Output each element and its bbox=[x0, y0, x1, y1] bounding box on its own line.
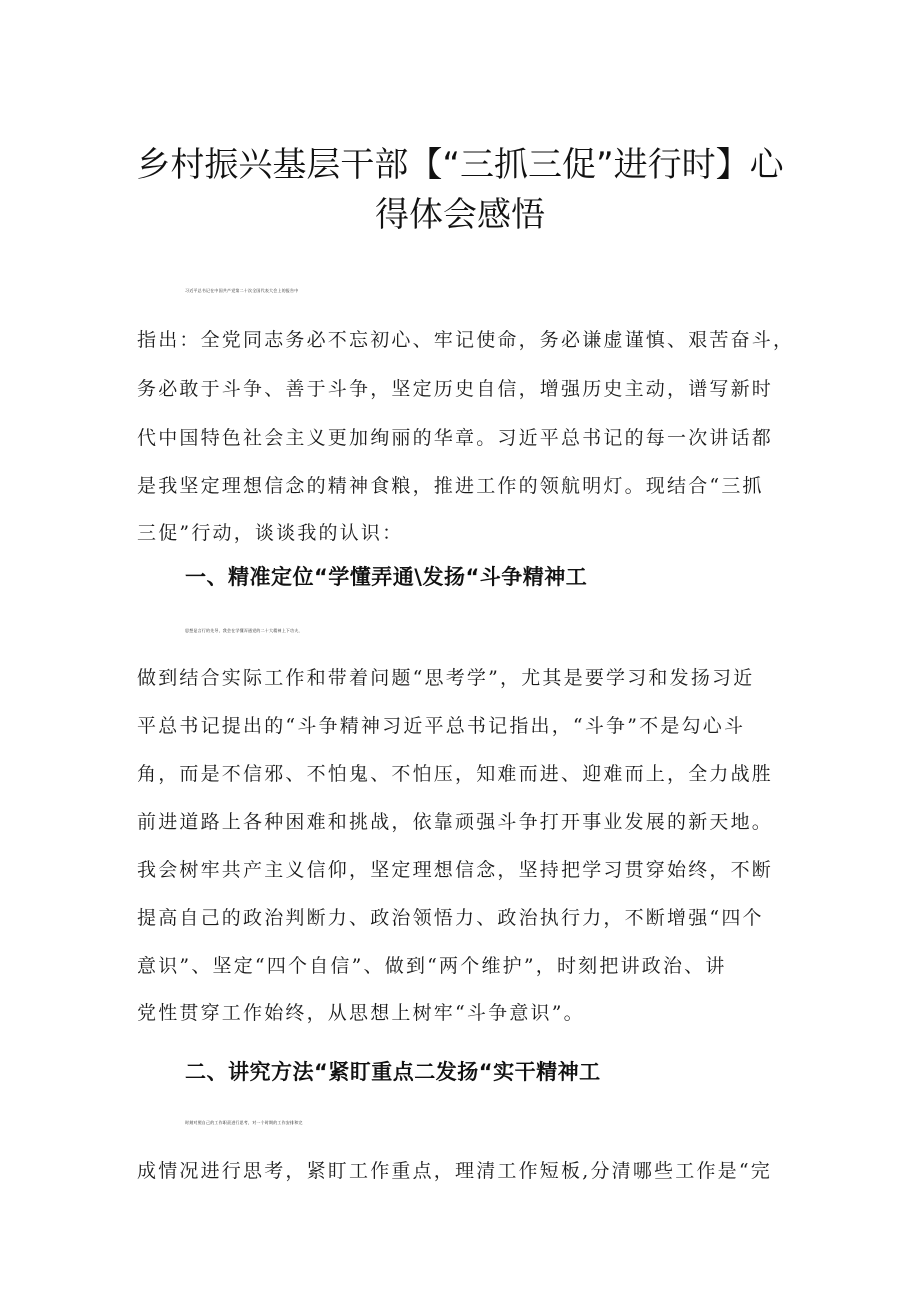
paragraph-2-line-9: 党性贯穿工作始终，从思想上树牢“斗争意识”。 bbox=[137, 1002, 585, 1024]
paragraph-2-line-1: 思想是言行的先导，我会在学懂弄通党的二十大精神上下功夫， bbox=[185, 628, 303, 633]
paragraph-3-line-2: 成情况进行思考，紧盯工作重点，理清工作短板,分清哪些工作是“完 bbox=[137, 1160, 772, 1182]
paragraph-1-line-5: 是我坚定理想信念的精神食粮，推进工作的领航明灯。现结合“三抓 bbox=[137, 475, 764, 497]
section-heading-1: 一、精准定位“学懂弄通\发扬“斗争精神工 bbox=[185, 565, 588, 589]
paragraph-2-line-2: 做到结合实际工作和带着问题“思考学”，尤其是要学习和发扬习近 bbox=[137, 667, 755, 689]
paragraph-1-line-2: 指出：全党同志务必不忘初心、牢记使命，务必谦虚谨慎、艰苦奋斗， bbox=[137, 329, 795, 351]
paragraph-1-line-3: 务必敢于斗争、善于斗争，坚定历史自信，增强历史主动，谱写新时 bbox=[137, 378, 774, 400]
paragraph-1-line-6: 三促”行动，谈谈我的认识： bbox=[137, 522, 404, 544]
paragraph-1-line-4: 代中国特色社会主义更加绚丽的华章。习近平总书记的每一次讲话都 bbox=[137, 427, 774, 449]
paragraph-2-line-8: 意识”、坚定“四个自信”、做到“两个维护”，时刻把讲政治、讲 bbox=[137, 955, 727, 977]
paragraph-2-line-4: 角，而是不信邪、不怕鬼、不怕压，知难而进、迎难而上，全力战胜 bbox=[137, 763, 774, 785]
paragraph-2-line-7: 提高自己的政治判断力、政治领悟力、政治执行力，不断增强“四个 bbox=[137, 907, 764, 929]
document-title-line-1: 乡村振兴基层干部【“三抓三促”进行时】心 bbox=[136, 145, 784, 185]
paragraph-2-line-6: 我会树牢共产主义信仰，坚定理想信念，坚持把学习贯穿始终，不断 bbox=[137, 859, 774, 881]
section-heading-2: 二、讲究方法“紧盯重点二发扬“实干精神工 bbox=[185, 1060, 601, 1084]
document-title-line-2: 得体会感悟 bbox=[375, 195, 545, 235]
paragraph-1-line-1: 习近平总书记在中国共产党第二十次全国代表大会上的报告中 bbox=[185, 288, 299, 293]
paragraph-3-line-1: 时刻对照自己的工作职责进行思考，对一个时期的工作安排和完 bbox=[185, 1120, 303, 1125]
paragraph-2-line-3: 平总书记提出的“斗争精神习近平总书记指出，“斗争”不是勾心斗 bbox=[137, 715, 746, 737]
paragraph-2-line-5: 前进道路上各种困难和挑战，依靠顽强斗争打开事业发展的新天地。 bbox=[137, 811, 774, 833]
